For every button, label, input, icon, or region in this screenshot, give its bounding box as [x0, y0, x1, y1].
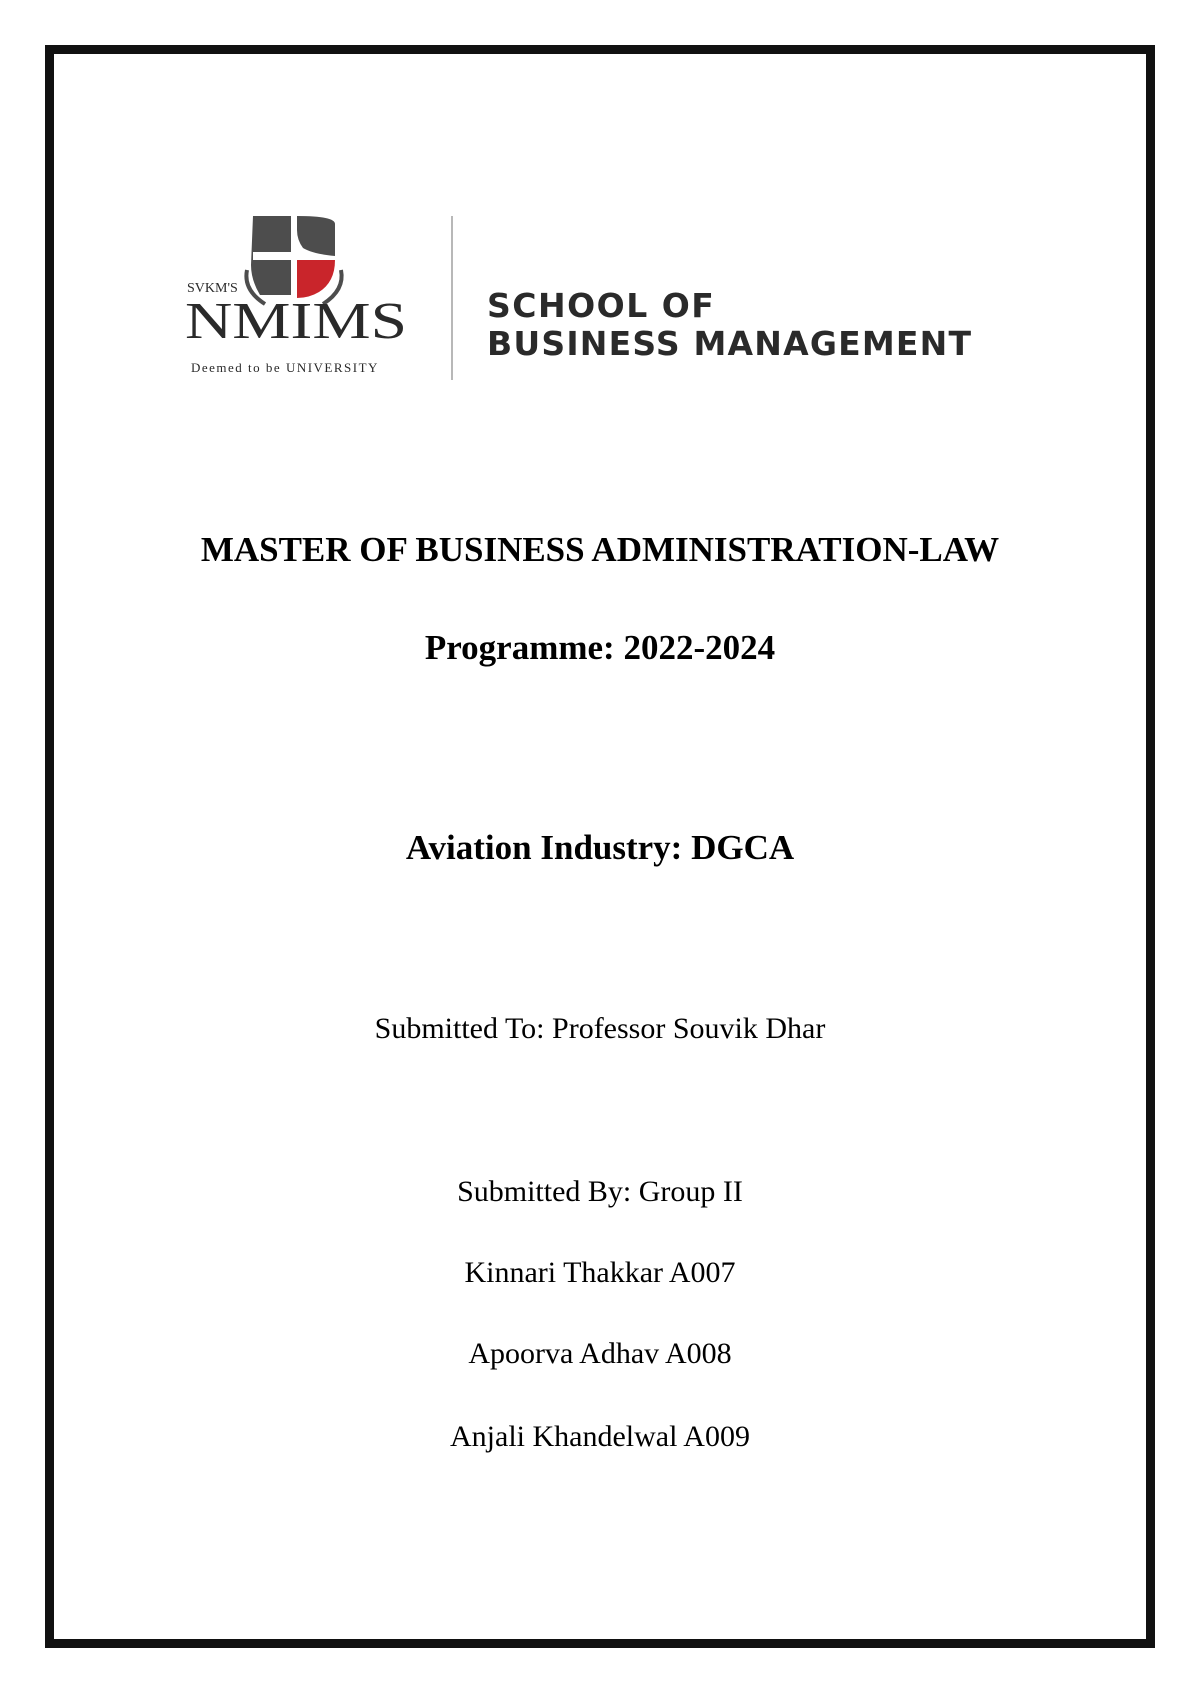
member-1: Kinnari Thakkar A007	[464, 1256, 736, 1289]
submitted-by: Submitted By: Group II	[457, 1175, 743, 1208]
nmims-wordmark: NMIMS	[185, 293, 407, 350]
member-2: Apoorva Adhav A008	[468, 1337, 732, 1370]
programme-batch: Programme: 2022-2024	[424, 628, 776, 667]
logo-divider	[451, 216, 453, 380]
school-name-line2: BUSINESS MANAGEMENT	[487, 324, 973, 363]
nmims-emblem-icon	[185, 210, 420, 390]
svkm-label: SVKM'S	[187, 281, 238, 296]
institution-logo	[185, 210, 1085, 390]
shield-stripe	[257, 264, 291, 268]
member-3: Anjali Khandelwal A009	[450, 1420, 750, 1453]
university-tag: Deemed to be UNIVERSITY	[191, 360, 379, 375]
shield-stripe	[257, 280, 291, 284]
submitted-to: Submitted To: Professor Souvik Dhar	[374, 1012, 826, 1045]
programme-title: MASTER OF BUSINESS ADMINISTRATION-LAW	[200, 530, 1000, 569]
shield-stripe	[257, 272, 291, 276]
report-topic: Aviation Industry: DGCA	[405, 828, 795, 867]
school-name-line1: SCHOOL OF	[487, 286, 716, 325]
shield-gray-right	[297, 216, 335, 256]
